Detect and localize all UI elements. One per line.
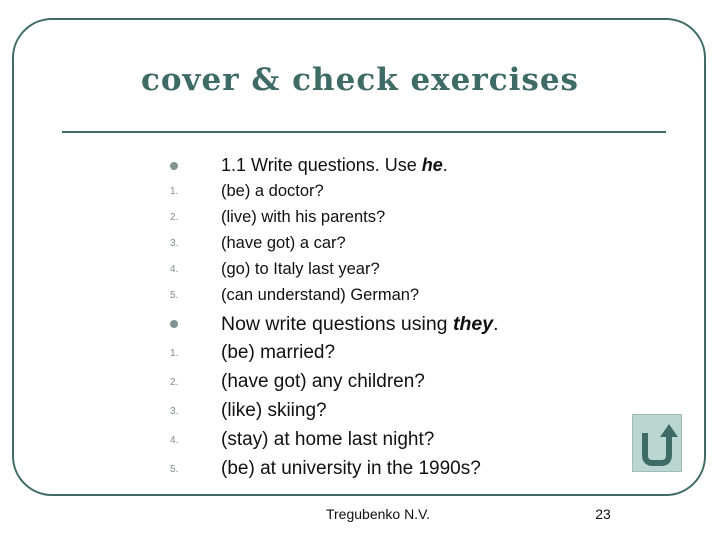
footer-author: Tregubenko N.V. xyxy=(325,506,431,522)
list-number: 3. xyxy=(170,406,179,417)
return-button[interactable] xyxy=(632,414,682,472)
list-item: (be) at university in the 1990s? xyxy=(221,458,481,479)
list-item: (have got) any children? xyxy=(221,371,425,392)
list-item: (be) a doctor? xyxy=(221,182,324,200)
section1-heading-emphasis: he xyxy=(421,155,443,175)
bullet-dot-icon xyxy=(170,320,178,328)
list-number: 1. xyxy=(170,348,179,359)
list-number: 2. xyxy=(170,377,179,388)
list-number: 2. xyxy=(170,212,179,223)
list-number: 5. xyxy=(170,290,179,301)
list-number: 5. xyxy=(170,464,179,475)
list-number: 4. xyxy=(170,435,179,446)
list-number: 1. xyxy=(170,186,179,197)
list-number: 4. xyxy=(170,264,179,275)
title-divider xyxy=(62,131,666,133)
list-number: 3. xyxy=(170,238,179,249)
page-number: 23 xyxy=(595,506,611,522)
return-arrow-icon xyxy=(633,415,681,471)
list-item: (stay) at home last night? xyxy=(221,429,435,450)
list-item: (be) married? xyxy=(221,342,336,363)
section2-heading-text: Now write questions using xyxy=(221,313,453,335)
list-item: (can understand) German? xyxy=(221,286,420,304)
section2-heading xyxy=(221,313,498,336)
section2-heading-suffix: . xyxy=(493,313,499,335)
list-item: (live) with his parents? xyxy=(221,208,386,226)
section1-heading xyxy=(221,155,448,176)
slide-title: cover & check exercises xyxy=(140,62,580,98)
bullet-dot-icon xyxy=(170,162,178,170)
section1-heading-text: 1.1 Write questions. Use xyxy=(221,155,422,175)
list-item: (go) to Italy last year? xyxy=(221,260,380,278)
section2-heading-emphasis: they xyxy=(452,313,494,335)
list-item: (like) skiing? xyxy=(221,400,327,421)
list-item: (have got) a car? xyxy=(221,234,346,252)
section1-heading-suffix: . xyxy=(442,155,448,175)
